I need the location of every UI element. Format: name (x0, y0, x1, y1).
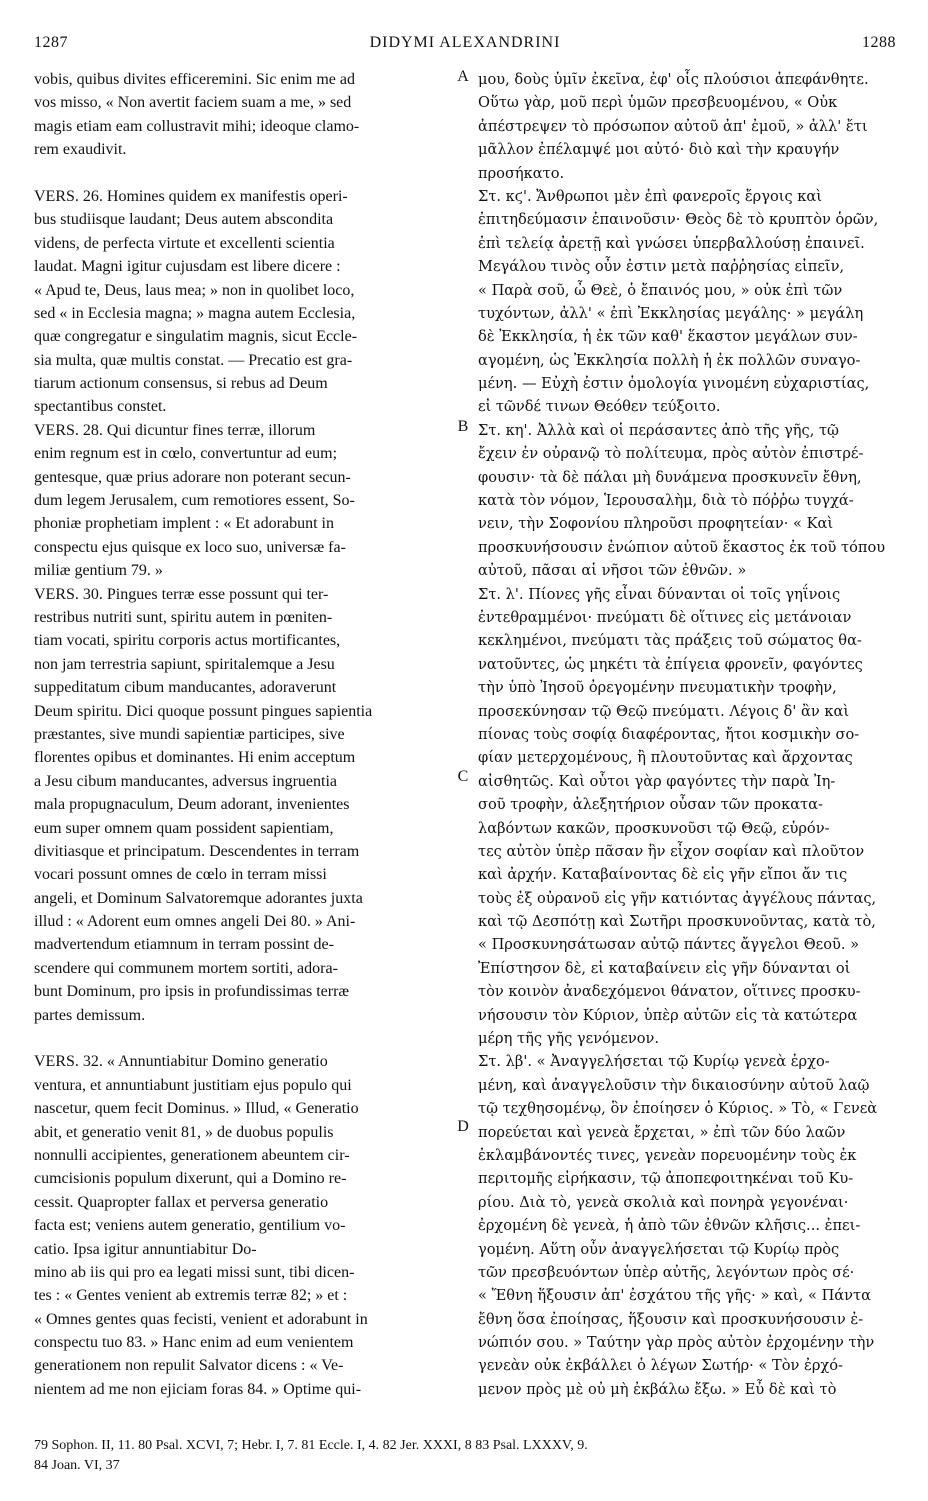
greek-text-line: κατὰ τὸν νόμον, Ἱερουσαλὴμ, διὰ τὸ πόῤῥω τυγχά- (478, 492, 854, 510)
page-number-left: 1287 (34, 34, 68, 51)
latin-text-line: phoniæ prophetiam implent : « Et adorabunt in (34, 515, 334, 533)
latin-text-line: divitiasque et principatum. Descendentes in terram (34, 842, 360, 860)
latin-text-line: Deum spiritu. Dici quoque possunt pingues sapientia (34, 702, 373, 720)
greek-text-line: τὸν κοινὸν ἀναδεχόμενοι θάνατον, οἵτινες προσκυ- (478, 983, 861, 1001)
greek-text-line: μένη, καὶ ἀναγγελοῦσιν τὴν δικαιοσύνην αὐτοῦ λαῷ (478, 1076, 870, 1094)
latin-text-line: « Omnes gentes quas fecisti, venient et adorabunt in (34, 1310, 368, 1328)
greek-text-line: τυχόντων, ἀλλ' « ἐπὶ Ἐκκλησίας μεγάλης· » μεγάλη (478, 304, 864, 322)
greek-text-line: φίαν μετερχομένους, ἢ πλουτοῦντας καὶ ἄρχοντας (478, 749, 853, 767)
greek-text-line: Στ. κη'. Ἀλλὰ καὶ οἱ περάσαντες ἀπὸ τῆς γῆς, τῷ (478, 421, 839, 439)
latin-text-line: eum super omnem quam possident sapientiam, (34, 819, 334, 837)
page-number-right: 1288 (862, 34, 896, 51)
greek-text-line: ἀπέστρεψεν τὸ πρόσωπον αὐτοῦ ἀπ' ἐμοῦ, » ἀλλ' ἔτι (478, 117, 868, 135)
greek-text-line: « Προσκυνησάτωσαν αὐτῷ πάντες ἄγγελοι Θεοῦ. » (478, 936, 860, 954)
latin-text-line: tiarum actionum consensus, si rebus ad Deum (34, 375, 328, 393)
latin-text-line: rem exaudivit. (34, 141, 127, 159)
running-title: DIDYMI ALEXANDRINI (369, 34, 561, 51)
latin-text-line: sia multa, quæ multis constat. — Precatio est gra- (34, 351, 353, 369)
greek-text-line: νώπιόν σου. » Ταύτην γὰρ πρὸς αὐτὸν ἐρχομένην τὴν (478, 1334, 875, 1352)
latin-text-line: generationem non repulit Salvator dicens : « Ve- (34, 1357, 344, 1375)
latin-text-line: non jam terrestria sapiunt, spiritalemque a Jesu (34, 655, 335, 673)
latin-text-line: nascetur, quem fecit Dominus. » Illud, « Generatio (34, 1100, 359, 1118)
latin-text-line: suppeditatum cibum manducantes, adoraverunt (34, 679, 337, 697)
latin-text-line: abit, et generatio venit 81, » de duobus populis (34, 1123, 334, 1141)
section-marker-a: A (457, 68, 469, 85)
greek-text-line: ἐπιτηδεύμασιν ἐπαινοῦσιν· Θεὸς δὲ τὸ κρυπτὸν ὁρῶν, (478, 211, 879, 229)
greek-text-line: εἰ τῶνδέ τινων Θεόθεν τεύξοιτο. (478, 398, 721, 416)
greek-text-line: ἐρχομένη δὲ γενεὰ, ἡ ἀπὸ τῶν ἐθνῶν κλῆσις... ἐπει- (478, 1217, 861, 1235)
greek-text-line: τοὺς ἐξ οὐρανοῦ εἰς γῆν κατιόντας ἀγγέλους πάντας, (478, 889, 877, 907)
latin-text-line (34, 1027, 448, 1050)
greek-text-line: μου, δοὺς ὑμῖν ἐκεῖνα, ἐφ' οἷς πλούσιοι ἀπεφάνθητε. (478, 71, 869, 88)
latin-text-line: sed « in Ecclesia magna; » magna autem Ecclesia, (34, 304, 356, 322)
latin-text-line: dum legem Jerusalem, cum remotiores essent, So- (34, 492, 355, 510)
latin-text-line: illud : « Adorent eum omnes angeli Dei 80. » Ani- (34, 913, 356, 931)
latin-text-line: nientem ad me non ejiciam foras 84. » Optime qui- (34, 1380, 362, 1398)
latin-text-line: enim regnum est in cœlo, convertuntur ad eum; (34, 445, 338, 463)
greek-text-line: πορεύεται καὶ γενεὰ ἔρχεται, » ἐπὶ τῶν δύο λαῶν (478, 1123, 846, 1141)
greek-text-line: αγομένη, ὡς Ἐκκλησία πολλὴ ἡ ἐκ πολλῶν συναγο- (478, 351, 861, 369)
greek-text-line: κεκλημένοι, πνεύματι τὰς πράξεις τοῦ σώματος θα- (478, 632, 862, 650)
greek-text-line: αὐτοῦ, πᾶσαι αἱ νῆσοι τῶν ἐθνῶν. » (478, 562, 747, 580)
greek-text-line: φουσιν· τὰ δὲ πάλαι μὴ δυνάμενα προσκυνεῖν ἔθνη, (478, 468, 862, 486)
latin-text-line: VERS. 32. « Annuntiabitur Domino generatio (34, 1053, 328, 1071)
latin-text-line: mino ab iis qui pro ea legati missi sunt, tibi dicen- (34, 1263, 355, 1281)
section-marker-d: D (457, 1118, 469, 1135)
greek-text-line: ρίου. Διὰ τὸ, γενεὰ σκολιὰ καὶ πονηρὰ γεγονέναι· (478, 1193, 849, 1211)
greek-text-line: Μεγάλου τινὸς οὖν ἐστιν μετὰ παῤῥησίας εἰπεῖν, (478, 258, 845, 276)
section-marker-b: B (457, 418, 469, 435)
latin-text-line: bus studiisque laudant; Deus autem abscondita (34, 211, 334, 229)
latin-text-line: restribus nutriti sunt, spiritu autem in pœniten- (34, 608, 333, 626)
running-header (34, 28, 896, 56)
greek-text-line: Στ. λ'. Πίονες γῆς εἶναι δύνανται οἱ τοῖς γηΐνοις (478, 585, 841, 603)
latin-text-line: cumcisionis populum dixerunt, qui a Domino re- (34, 1170, 347, 1188)
latin-text-line: « Apud te, Deus, laus mea; » non in quolibet loco, (34, 281, 355, 299)
greek-text-line: γενεὰν οὐκ ἐκβάλλει ὁ λέγων Σωτήρ· « Τὸν ἐρχό- (478, 1357, 843, 1375)
greek-text-line: καὶ ἀρχήν. Καταβαίνοντας δὲ εἰς γῆν εἴποι ἄν τις (478, 866, 848, 884)
latin-text-line: laudat. Magni igitur cujusdam est libere dicere : (34, 258, 341, 276)
greek-text-line: προσκυνήσουσιν ἐνώπιον αὐτοῦ ἕκαστος ἐκ τοῦ τόπου (478, 538, 886, 556)
greek-text-line: δὲ Ἐκκλησία, ἡ ἐκ τῶν καθ' ἕκαστον μεγάλων συν- (478, 328, 858, 346)
greek-text-line: σοῦ τροφὴν, ἀλεξητήριον οὖσαν τῶν προκατα- (478, 796, 823, 814)
latin-text-line: nonnulli accipientes, generationem abeuntem cir- (34, 1146, 350, 1164)
latin-text-line: vobis, quibus divites efficeremini. Sic enim me ad (34, 71, 355, 88)
latin-text-line: tiam vocati, spiritu corporis actus mortificantes, (34, 632, 341, 650)
greek-text-line: ἔχειν ἐν οὐρανῷ τὸ πολίτευμα, πρὸς αὐτὸν ἐπιστρέ- (478, 445, 864, 463)
greek-text-line: νατοῦντες, ὡς μηκέτι τὰ ἐπίγεια φρονεῖν, φαγόντες (478, 655, 863, 673)
latin-text-line: tes : « Gentes venient ab extremis terræ 82; » et : (34, 1287, 348, 1305)
latin-text-line (34, 162, 448, 185)
greek-text-line: μέρη τῆς γῆς γενόμενον. (478, 1030, 660, 1048)
latin-text-line: catio. Ipsa igitur annuntiabitur Do- (34, 1240, 257, 1258)
greek-text-line: νήσουσιν τὸν Κύριον, ὑπὲρ αὐτῶν εἰς τὰ κατώτερα (478, 1006, 858, 1024)
greek-text-line: Οὕτω γὰρ, μοῦ περὶ ὑμῶν πρεσβευομένου, « Οὐκ (478, 94, 838, 112)
latin-text-line: præstantes, sive mundi sapientiæ participes, sive (34, 725, 345, 743)
greek-text-line: πίονας τοὺς σοφίᾳ διαφέροντας, ἤτοι κοσμικὴν σο- (478, 725, 860, 743)
greek-text-line: τες αὐτὸν ὑπὲρ πᾶσαν ἣν εἶχον σοφίαν καὶ πλοῦτον (478, 842, 865, 860)
greek-text-line: Στ. λβ'. « Ἀναγγελήσεται τῷ Κυρίῳ γενεὰ ἐρχο- (478, 1053, 830, 1071)
latin-text-line: vos misso, « Non avertit faciem suam a me, » sed (34, 94, 352, 112)
greek-text-line: Στ. κϛ'. Ἄνθρωποι μὲν ἐπὶ φανεροῖς ἔργοις καὶ (478, 187, 823, 205)
latin-text-line: mala propugnaculum, Deum adorant, invenientes (34, 796, 350, 814)
latin-text-line: spectantibus constet. (34, 398, 167, 416)
latin-text-line: gentesque, quæ prius adorare non poterant secun- (34, 468, 351, 486)
latin-text-line: conspectu tuo 83. » Hanc enim ad eum venientem (34, 1334, 354, 1352)
latin-text-line: conspectu ejus quisque ex loco suo, universæ fa- (34, 538, 346, 556)
greek-text-line: ἔθνη ὅσα ἐποίησας, ἥξουσιν καὶ προσκυνήσουσιν ἐ- (478, 1310, 864, 1328)
latin-text-line: magis etiam eam collustravit mihi; ideoque clamo- (34, 117, 360, 135)
latin-text-line: miliæ gentium 79. » (34, 562, 163, 580)
greek-text-line: « Παρὰ σοῦ, ὦ Θεὲ, ὁ ἔπαινός μου, » οὐκ ἐπὶ τῶν (478, 281, 843, 299)
greek-text-line: μένη. — Εὐχὴ ἐστιν ὁμολογία γινομένη εὐχαριστίας, (478, 375, 870, 393)
greek-text-line: μᾶλλον ἐπέλαμψέ μοι αὐτό· διὸ καὶ τὴν κραυγήν (478, 141, 840, 159)
greek-text-line: λαβόντων κακῶν, προσκυνοῦσι τῷ Θεῷ, εὑρόν- (478, 819, 830, 837)
greek-text-line: γομένη. Αὕτη οὖν ἀναγγελήσεται τῷ Κυρίῳ πρὸς (478, 1240, 840, 1258)
greek-text-line: « Ἔθνη ἥξουσιν ἀπ' ἐσχάτου τῆς γῆς· » καὶ, « Πάντα (478, 1287, 871, 1305)
greek-text-line: νειν, τὴν Σοφονίου πληροῦσι προφητείαν· « Καὶ (478, 515, 834, 533)
latin-text-line: cessit. Quapropter fallax et perversa generatio (34, 1193, 329, 1211)
greek-text-line: περιτομῆς εἰρήκασιν, τῷ ἀποπεφοιτηκέναι τοῦ Κυ- (478, 1170, 854, 1188)
latin-text-line: bunt Dominum, pro ipsis in profundissimas terræ (34, 983, 350, 1001)
latin-text-line: partes demissum. (34, 1006, 146, 1024)
footnote-line: 79 Sophon. II, 11. 80 Psal. XCVI, 7; Hebr. I, 7. 81 Eccle. I, 4. 82 Jer. XXXI, 8 83 Psal. LXXXV, 9. (34, 1438, 588, 1453)
latin-text-line: VERS. 26. Homines quidem ex manifestis operi- (34, 187, 348, 205)
latin-text-line: facta est; veniens autem generatio, gentilium vo- (34, 1217, 346, 1235)
greek-text-line: καὶ τῷ Δεσπότῃ καὶ Σωτῆρι προσκυνοῦντας, κατὰ τὸ, (478, 913, 876, 931)
latin-text-line: a Jesu cibum manducantes, adversus ingruentia (34, 772, 338, 790)
footnotes (34, 1436, 896, 1476)
latin-text-line: ventura, et annuntiabunt justitiam ejus populo qui (34, 1076, 352, 1094)
latin-text-line: angeli, et Dominum Salvatoremque adorantes juxta (34, 889, 363, 907)
latin-text-line: VERS. 28. Qui dicuntur fines terræ, illorum (34, 421, 316, 439)
greek-text-line: προσεκύνησαν τῷ Θεῷ πνεύματι. Λέγοις δ' ἂν καὶ (478, 702, 850, 720)
greek-text-line: ἐκλαμβάνοντές τινες, γενεὰν πορευομένην τοὺς ἐκ (478, 1146, 857, 1164)
greek-text-line: τῷ τεχθησομένῳ, ὃν ἐποίησεν ὁ Κύριος. » Τὸ, « Γενεὰ (478, 1100, 878, 1118)
greek-column (478, 68, 896, 1401)
latin-text-line: VERS. 30. Pingues terræ esse possunt qui ter- (34, 585, 329, 603)
greek-text-line: ἐντεθραμμένοι· πνεύματι δὲ οἵτινες εἰς μετάνοιαν (478, 608, 852, 626)
latin-text-line: quæ congregatur e singulatim magnis, sicut Eccle- (34, 328, 358, 346)
greek-text-line: τῶν πρεσβευόντων ὑπὲρ αὐτῆς, λεγόντων πρὸς σέ· (478, 1263, 855, 1281)
latin-text-line: scendere qui communem mortem sortiti, adora- (34, 959, 338, 977)
greek-text-line: μενον πρὸς μὲ οὐ μὴ ἐκβάλω ἔξω. » Εὖ δὲ καὶ τὸ (478, 1380, 837, 1398)
greek-text-line: ἐπὶ τελείᾳ ἀρετῇ καὶ γνώσει ὑπερβαλλούσῃ ἐπαινεῖ. (478, 234, 865, 252)
latin-text-line: florentes opibus et dominantes. Hi enim acceptum (34, 749, 356, 767)
greek-text-line: προσήκατο. (478, 164, 565, 182)
latin-column (34, 68, 448, 1401)
section-marker-c: C (457, 768, 469, 785)
latin-text-line: videns, de perfecta virtute et excellenti scientia (34, 234, 335, 252)
greek-text-line: τὴν ὑπὸ Ἰησοῦ ὀρεγομένην πνευματικὴν τροφὴν, (478, 679, 837, 697)
latin-text-line: madvertendum etiamnum in terram possint de- (34, 936, 334, 954)
greek-text-line: αἰσθητῶς. Καὶ οὗτοι γὰρ φαγόντες τὴν παρὰ Ἰη- (478, 772, 836, 790)
greek-text-line: Ἐπίστησον δὲ, εἰ καταβαίνειν εἰς γῆν δύνανται οἱ (478, 959, 851, 977)
latin-text-line: vocari possunt omnes de cœlo in terram missi (34, 866, 327, 884)
footnote-line: 84 Joan. VI, 37 (34, 1458, 120, 1473)
